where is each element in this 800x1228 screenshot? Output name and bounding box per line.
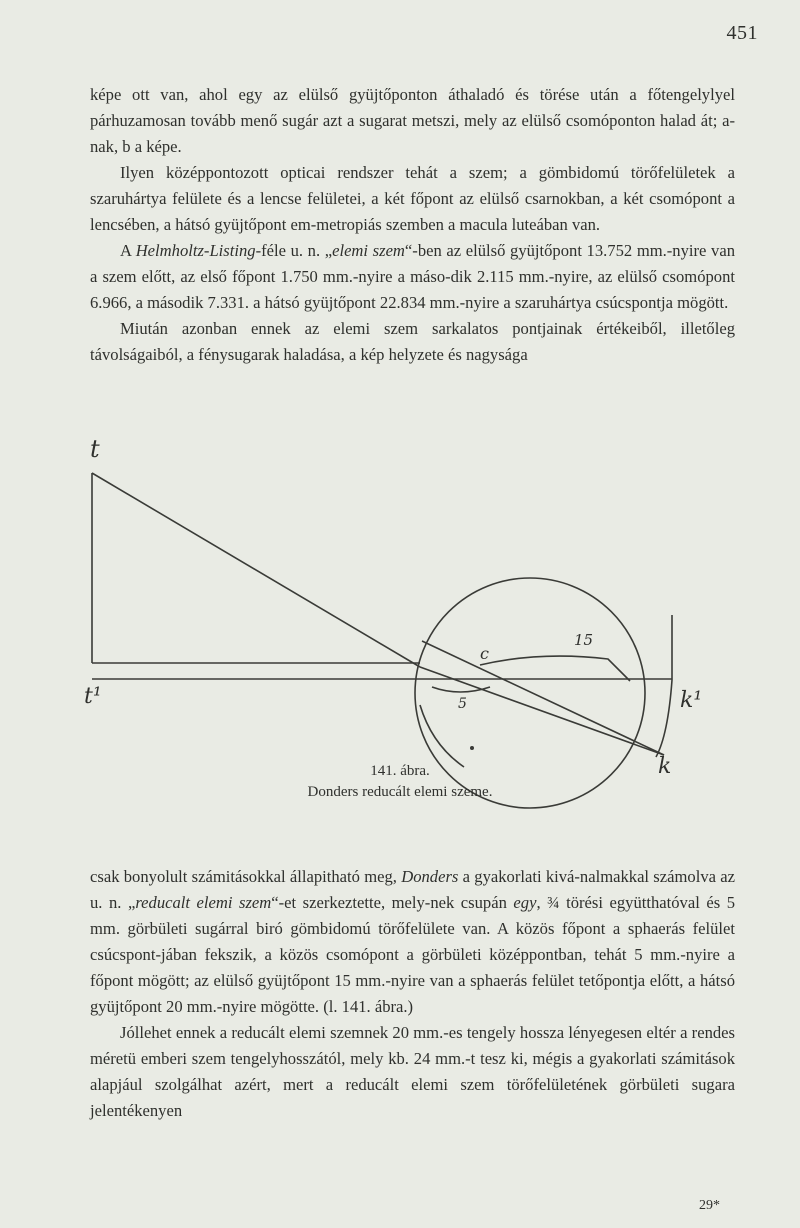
- text-block-bottom: [90, 864, 735, 1124]
- text-run: , ¾ törési együtthatóval és 5 mm. görbületi sugárral biró gömbidomú törőfelülete van. A közös főpont a sphaerás felület csúcspont-jában fekszik, a közös csomópont a görbületi középpontban, tehát 5 mm.-nyire a főpont mögött; az elülső gyüjtőpont 15 mm.-nyire van a sphaerás felület tetőpontja előtt, a hátsó gyüjtőpont 20 mm.-nyire mögötte. (l. 141. ábra.): [90, 893, 735, 1016]
- point-dot: [470, 746, 474, 750]
- label-c: c: [480, 644, 489, 663]
- figure-caption: Donders reducált elemi szeme.: [307, 784, 493, 800]
- label-5: 5: [458, 696, 467, 712]
- inner-curve: [480, 656, 630, 681]
- paragraph: [90, 864, 735, 1020]
- text-run: “-ben az elülső gyüjtőpont 13.752 mm.-nyire van a szem előtt, az első főpont 1.750 mm.-nyire a máso-dik 2.115 mm.-nyire, az elülső csomópont 6.966, a második 7.331. a hátsó gyüjtőpont 22.834 mm.-nyire a szaruhártya csúcspontja mögött.: [90, 241, 735, 312]
- text-run: “-et szerkeztette, mely-nek csupán: [271, 893, 514, 912]
- paragraph: [90, 238, 735, 316]
- text-run: A: [120, 241, 136, 260]
- label-t: t: [90, 435, 100, 463]
- term: elemi szem: [332, 241, 405, 260]
- ray-refracted: [420, 667, 664, 755]
- text-run: -féle u. n. „: [255, 241, 333, 260]
- label-k: k: [658, 754, 672, 779]
- left-arc: [420, 705, 464, 767]
- label-15: 15: [574, 631, 594, 649]
- label-t1: t¹: [84, 684, 102, 709]
- paragraph: képe ott van, ahol egy az elülső gyüjtőponton áthaladó és törése után a főtengelylyel párhuzamosan tovább menő sugár azt a sugarat metszi, mely az elülső csomóponton halad át; a-nak, b a képe.: [90, 85, 735, 156]
- term: reducalt elemi szem: [135, 893, 272, 912]
- paragraph: Ilyen középpontozott opticai rendszer tehát a szem; a gömbidomú törőfelületek a szaruhártya felülete és a lencse felületei, a két főpont az elülső csarnokban, a két csomópont a lencsében, a hátsó gyüjtőpont em-metropiás szemben a macula luteában van.: [90, 163, 735, 234]
- text-run: a gyakorlati kivá-nalmakkal számolva az u. n. „: [90, 867, 735, 912]
- emphasis: egy: [513, 893, 537, 912]
- author-name: Donders: [401, 867, 459, 886]
- paragraph: Miután azonban ennek az elemi szem sarkalatos pontjainak értékeiből, illetőleg távolságaiból, a fénysugarak haladása, a kép helyzete és nagysága: [90, 319, 735, 364]
- author-name: Helmholtz-Listing: [135, 241, 256, 260]
- figure-number: 141. ábra.: [370, 763, 430, 779]
- label-k1: k¹: [680, 688, 703, 713]
- text-run: csak bonyolult számitásokkal állapitható meg,: [90, 867, 402, 886]
- ray-incident: [92, 473, 420, 667]
- lens-curve: [432, 687, 490, 692]
- sheet-signature: 29*: [699, 1198, 720, 1213]
- page-number: 451: [726, 22, 758, 44]
- image-curve: [656, 680, 672, 757]
- text-block-top: [90, 82, 735, 368]
- paragraph: Jóllehet ennek a reducált elemi szemnek 20 mm.-es tengely hossza lényegesen eltér a rendes méretü emberi szem tengelyhosszától, mely kb. 24 mm.-t tesz ki, mégis a gyakorlati számitások alapjául szolgálhat azért, mert a reducált elemi szem törőfelületének görbületi sugara jelentékenyen: [90, 1023, 735, 1120]
